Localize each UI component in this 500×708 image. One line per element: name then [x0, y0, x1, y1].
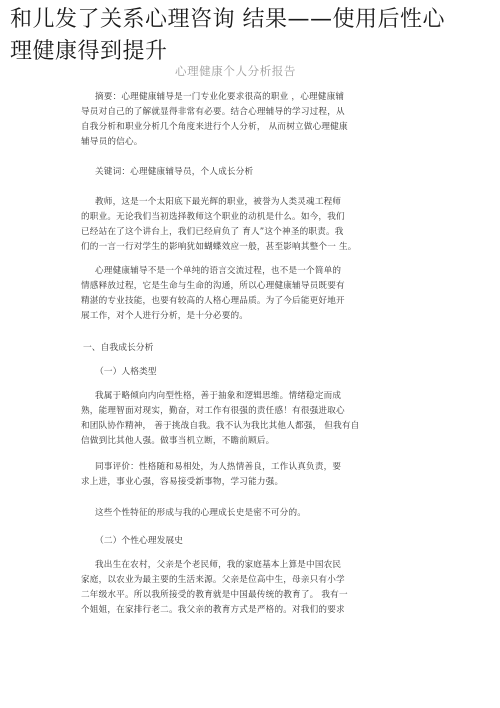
history-line: 二年级水平。所以我所接受的教育就是中国最传统的教育了。 我有一	[81, 590, 348, 600]
personality-paragraph	[81, 389, 360, 449]
personality-line: 我属于略倾向内向型性格，善于抽象和逻辑思维。情绪稳定而成	[95, 391, 342, 401]
headline-line-1: 和儿发了关系心理咨询 结果——使用后性心	[10, 7, 445, 32]
abstract-line: 摘要：心理健康辅导是一门专业化要求很高的职业 ，心理健康辅	[95, 92, 345, 102]
history-line: 家庭，以农业为最主要的生活来源。父亲是位高中生，母亲只有小学	[81, 575, 345, 585]
keywords-paragraph	[95, 165, 253, 180]
subsection-heading-2: （二）个性心理发展史	[95, 536, 183, 546]
document-title: 心理健康个人分析报告	[175, 64, 296, 78]
subsection-heading-1: （一）人格类型	[95, 367, 157, 377]
section-heading-1: 一、自我成长分析	[83, 343, 154, 353]
headline-line-2: 理健康得到提升	[10, 39, 168, 64]
abstract-line: 导员对自己的了解就显得非常有必要。结合心理辅导的学习过程，从	[81, 107, 345, 117]
personality-line: 熟，能理智面对现实，勤奋，对工作有很强的责任感！有很强进取心	[81, 406, 345, 416]
intro1-line: 已经站在了这个讲台上，我们已经肩负了 育人”这个神圣的职责。我	[81, 227, 344, 237]
summary-paragraph	[95, 506, 306, 521]
summary-line: 这些个性特征的形成与我的心理成长史是密不可分的。	[95, 508, 307, 518]
abstract-line: 自我分析和职业分析几个角度来进行个人分析， 从而树立做心理健康	[81, 122, 348, 132]
intro-paragraph-2	[81, 264, 345, 324]
intro2-line: 展工作，对个人进行分析，是十分必要的。	[81, 311, 249, 321]
personality-line: 和团队协作精神， 善于挑战自我。我不认为我比其他人都强， 但我有自	[81, 421, 360, 431]
abstract-line: 辅导员的信心。	[81, 137, 143, 147]
history-line: 个姐姐，在家排行老二。我父亲的教育方式是严格的。对我们的要求	[81, 605, 345, 615]
intro2-line: 心理健康辅导不是一个单纯的语言交流过程，也不是一个简单的	[95, 266, 342, 276]
intro1-line: 教师，这是一个太阳底下最光辉的职业，被誉为人类灵魂工程师	[95, 197, 342, 207]
intro1-line: 的职业。无论我们当初选择教师这个职业的动机是什么。如今，我们	[81, 212, 345, 222]
history-paragraph	[81, 558, 348, 618]
peer-line: 求上进，事业心强，容易接受新事物，学习能力强。	[81, 477, 284, 487]
keywords-line: 关键词：心理健康辅导员，个人成长分析	[95, 167, 254, 177]
history-line: 我出生在农村，父亲是个老民师，我的家庭基本上算是中国农民	[95, 560, 342, 570]
intro-paragraph-1	[81, 195, 357, 255]
peer-line: 同事评价：性格随和易相处，为人热情善良，工作认真负责，要	[95, 462, 342, 472]
peer-review-paragraph	[81, 460, 342, 490]
intro2-line: 情感释放过程，它是生命与生命的沟通，所以心理健康辅导员既要有	[81, 281, 345, 291]
personality-line: 信做到比其他人强。做事当机立断，不瞻前顾后。	[81, 436, 275, 446]
intro1-line: 们的一言一行对学生的影响犹如蝴蝶效应一般，甚至影响其整个一 生。	[81, 242, 357, 252]
intro2-line: 精湛的专业技能，也要有较高的人格心理品质。为了今后能更好地开	[81, 296, 345, 306]
abstract-paragraph	[81, 90, 348, 150]
